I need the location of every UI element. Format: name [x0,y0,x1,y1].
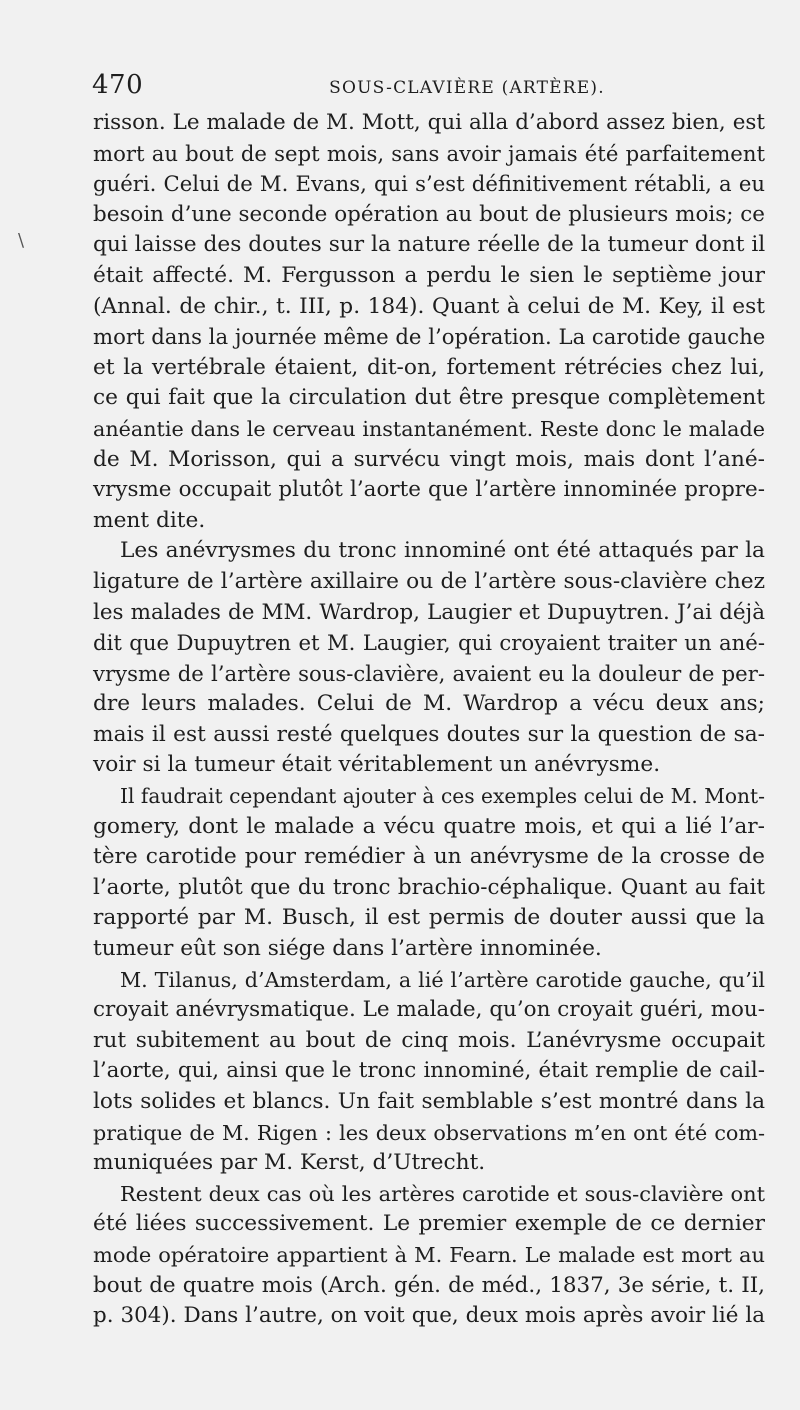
text-line: ce qui fait que la circulation dut être presque complètement [93,385,765,411]
text-line: bout de quatre mois (Arch. gén. de méd., 1837, 3e série, t. II, [93,1272,765,1298]
text-line: vrysme occupait plutôt l’aorte que l’artère innominée propre- [93,477,765,503]
text-line: été liées successivement. Le premier exemple de ce dernier [93,1211,765,1237]
margin-mark: \ [18,230,25,251]
text-line: tère carotide pour remédier à un anévrysme de la crosse de [93,844,765,870]
text-line: les malades de MM. Wardrop, Laugier et Dupuytren. J’ai déjà [93,599,765,625]
text-line: (Annal. de chir., t. III, p. 184). Quant à celui de M. Key, il est [93,293,765,319]
text-line: l’aorte, plutôt que du tronc brachio-céphalique. Quant au fait [93,874,765,900]
text-line: gomery, dont le malade a vécu quatre mois, et qui a lié l’ar- [93,813,765,839]
text-line: croyait anévrysmatique. Le malade, qu’on croyait guéri, mou- [93,997,765,1023]
text-line: l’aorte, qui, ainsi que le tronc innominé, était remplie de cail- [93,1058,765,1084]
text-line: Les anévrysmes du tronc innominé ont été attaqués par la [120,538,765,564]
text-line: voir si la tumeur était véritablement un anévrysme. [93,752,661,778]
text-line: mais il est aussi resté quelques doutes sur la question de sa- [93,721,765,747]
page-number: 470 [92,70,144,100]
text-line: rut subitement au bout de cinq mois. L’anévrysme occupait [93,1027,765,1053]
page-header [92,70,782,104]
text-line: mode opératoire appartient à M. Fearn. Le malade est mort au [93,1242,765,1267]
text-line: muniquées par M. Kerst, d’Utrecht. [93,1150,486,1176]
text-line: M. Tilanus, d’Amsterdam, a lié l’artère carotide gauche, qu’il [120,967,765,992]
text-line: lots solides et blancs. Un fait semblable s’est montré dans la [93,1089,765,1114]
text-line: besoin d’une seconde opération au bout de plusieurs mois; ce [93,201,765,227]
text-line: dit que Dupuytren et M. Laugier, qui croyaient traiter un ané- [93,630,765,656]
text-line: pratique de M. Rigen : les deux observations m’en ont été com- [93,1120,765,1145]
text-line: vrysme de l’artère sous-clavière, avaient eu la douleur de per- [93,660,765,686]
text-line: mort au bout de sept mois, sans avoir jamais été parfaitement [93,140,765,166]
text-line: ligature de l’artère axillaire ou de l’artère sous-clavière chez [93,568,765,594]
text-line: guéri. Celui de M. Evans, qui s’est définitivement rétabli, a eu [93,171,765,197]
body-text [93,108,765,1332]
text-line: ment dite. [93,507,206,533]
text-line: et la vertébrale étaient, dit-on, fortement rétrécies chez lui, [93,354,765,380]
text-line: rapporté par M. Busch, il est permis de douter aussi que la [93,905,765,931]
text-line: était affecté. M. Fergusson a perdu le sien le septième jour [93,262,765,288]
text-line: tumeur eût son siége dans l’artère innominée. [93,936,602,962]
text-line: p. 304). Dans l’autre, on voit que, deux mois après avoir lié la [93,1303,765,1329]
running-head: SOUS-CLAVIÈRE (ARTÈRE). [329,78,605,98]
text-line: Restent deux cas où les artères carotide et sous-clavière ont [120,1181,765,1206]
text-line: qui laisse des doutes sur la nature réelle de la tumeur dont il [93,232,766,258]
text-line: Il faudrait cependant ajouter à ces exemples celui de M. Mont- [120,784,765,809]
text-line: risson. Le malade de M. Mott, qui alla d’abord assez bien, est [93,110,765,135]
text-line: mort dans la journée même de l’opération. La carotide gauche [93,324,766,350]
text-line: dre leurs malades. Celui de M. Wardrop a vécu deux ans; [93,691,765,717]
text-line: de M. Morisson, qui a survécu vingt mois, mais dont l’ané- [93,446,765,472]
text-line: anéantie dans le cerveau instantanément. Reste donc le malade [93,416,765,441]
